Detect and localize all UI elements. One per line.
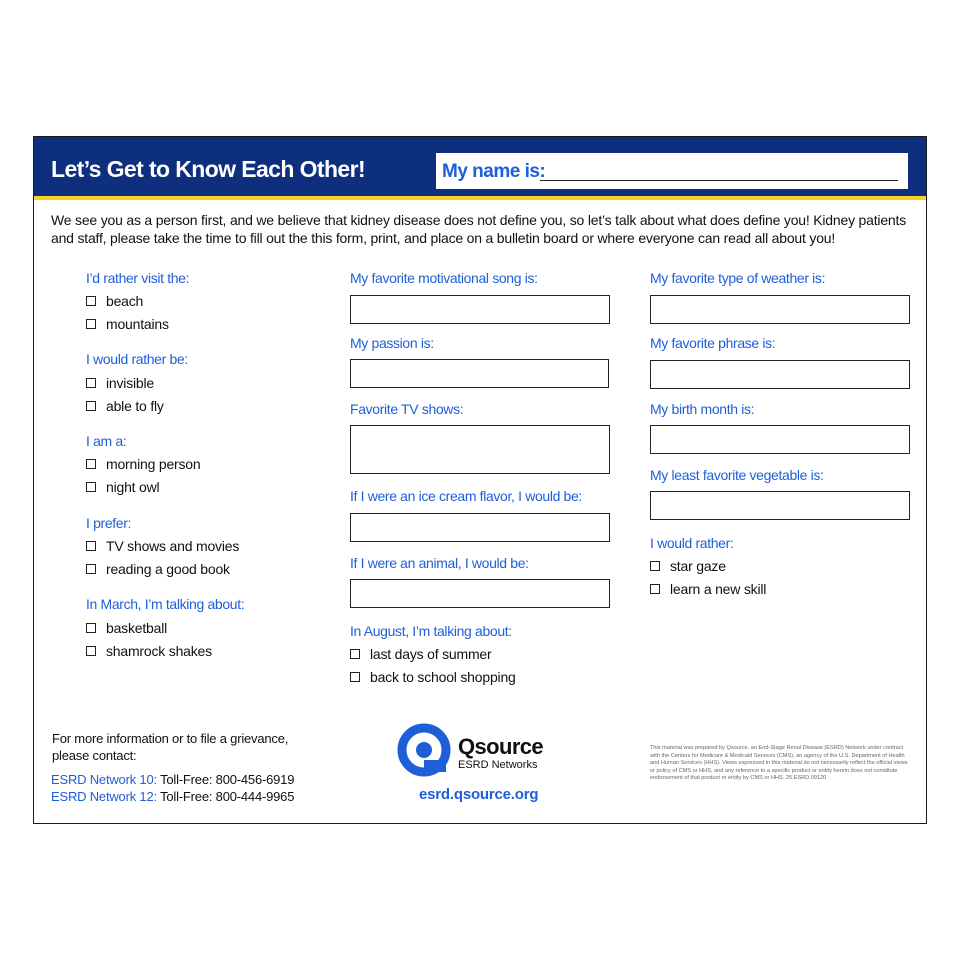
- checkbox[interactable]: [86, 623, 96, 633]
- question-label: My favorite motivational song is:: [350, 270, 538, 286]
- checkbox[interactable]: [86, 296, 96, 306]
- contact-intro: For more information or to file a grievance,: [52, 731, 289, 746]
- question-label: My favorite type of weather is:: [650, 270, 826, 286]
- question-label: I prefer:: [86, 515, 132, 531]
- question-label: In March, I’m talking about:: [86, 596, 245, 612]
- checkbox[interactable]: [86, 319, 96, 329]
- checkbox[interactable]: [350, 649, 360, 659]
- name-field[interactable]: [436, 153, 908, 189]
- question-label: My favorite phrase is:: [650, 335, 776, 351]
- checkbox-option[interactable]: reading a good book: [86, 561, 230, 577]
- text-field[interactable]: [650, 360, 910, 389]
- checkbox-option[interactable]: basketball: [86, 620, 167, 636]
- name-line[interactable]: [540, 180, 898, 181]
- question-label: I’d rather visit the:: [86, 270, 190, 286]
- text-field[interactable]: [350, 579, 610, 608]
- checkbox[interactable]: [86, 564, 96, 574]
- question-label: If I were an ice cream flavor, I would be:: [350, 488, 582, 504]
- network-label: ESRD Network 10:: [51, 772, 157, 787]
- network-label: ESRD Network 12:: [51, 789, 157, 804]
- checkbox-option[interactable]: beach: [86, 293, 143, 309]
- checkbox-option[interactable]: night owl: [86, 479, 159, 495]
- text-field[interactable]: [350, 359, 609, 388]
- text-field[interactable]: [650, 491, 910, 520]
- checkbox-option[interactable]: back to school shopping: [350, 669, 516, 685]
- text-field[interactable]: [350, 513, 610, 542]
- checkbox-option[interactable]: learn a new skill: [650, 581, 766, 597]
- contact-network-12: [51, 788, 294, 805]
- question-label: I would rather be:: [86, 351, 188, 367]
- checkbox-option[interactable]: shamrock shakes: [86, 643, 212, 659]
- text-field[interactable]: [650, 425, 910, 454]
- checkbox[interactable]: [86, 401, 96, 411]
- form-card: [33, 136, 927, 824]
- checkbox[interactable]: [86, 541, 96, 551]
- intro-text: We see you as a person first, and we believe that kidney disease does not define you, so let’s talk about what does define you! Kidney patients and staff, please take the time to fill out the this form, print, and place on a bulletin board or where everyone can read all about you!: [51, 212, 906, 246]
- question-label: In August, I’m talking about:: [350, 623, 512, 639]
- website-link[interactable]: esrd.qsource.org: [419, 786, 539, 803]
- page-title: Let’s Get to Know Each Other!: [51, 156, 366, 182]
- text-field[interactable]: [350, 295, 610, 324]
- name-label: My name is:: [442, 161, 546, 182]
- logo-name: Qsource: [458, 734, 544, 759]
- text-field[interactable]: [650, 295, 910, 324]
- header-stripe: [34, 196, 926, 200]
- question-label: Favorite TV shows:: [350, 401, 464, 417]
- checkbox[interactable]: [86, 459, 96, 469]
- logo-subtitle: ESRD Networks: [458, 759, 538, 771]
- checkbox[interactable]: [650, 561, 660, 571]
- checkbox-option[interactable]: last days of summer: [350, 646, 491, 662]
- checkbox[interactable]: [86, 646, 96, 656]
- phone-number: Toll-Free: 800-456-6919: [160, 772, 295, 787]
- checkbox-option[interactable]: TV shows and movies: [86, 538, 239, 554]
- qsource-logo-icon: [394, 720, 454, 780]
- question-label: If I were an animal, I would be:: [350, 555, 529, 571]
- text-field[interactable]: [350, 425, 610, 474]
- contact-intro: please contact:: [52, 748, 137, 763]
- checkbox-option[interactable]: mountains: [86, 316, 169, 332]
- question-label: I am a:: [86, 433, 127, 449]
- checkbox-option[interactable]: able to fly: [86, 398, 164, 414]
- checkbox[interactable]: [350, 672, 360, 682]
- checkbox[interactable]: [86, 378, 96, 388]
- checkbox[interactable]: [86, 482, 96, 492]
- phone-number: Toll-Free: 800-444-9965: [160, 789, 295, 804]
- question-label: My birth month is:: [650, 401, 755, 417]
- checkbox[interactable]: [650, 584, 660, 594]
- question-label: My least favorite vegetable is:: [650, 467, 824, 483]
- contact-network-10: [51, 771, 294, 788]
- checkbox-option[interactable]: morning person: [86, 456, 200, 472]
- disclaimer-text: This material was prepared by Qsource, an End-Stage Renal Disease (ESRD) Network under contract with the Centers for Medicare & Medicaid Services (CMS), an agency of the U.S. Department of Health and Human Services (HHS). Views expressed in this material do not necessarily reflect the official views or policy of CMS or HHS, and any reference to a specific product or entity herein does not constitute endorsement of that product or entity by CMS or HHS. 25.ESRD.09120: [650, 745, 908, 781]
- question-label: I would rather:: [650, 535, 734, 551]
- checkbox-option[interactable]: star gaze: [650, 558, 726, 574]
- checkbox-option[interactable]: invisible: [86, 375, 154, 391]
- header-bar: [34, 137, 926, 196]
- question-label: My passion is:: [350, 335, 434, 351]
